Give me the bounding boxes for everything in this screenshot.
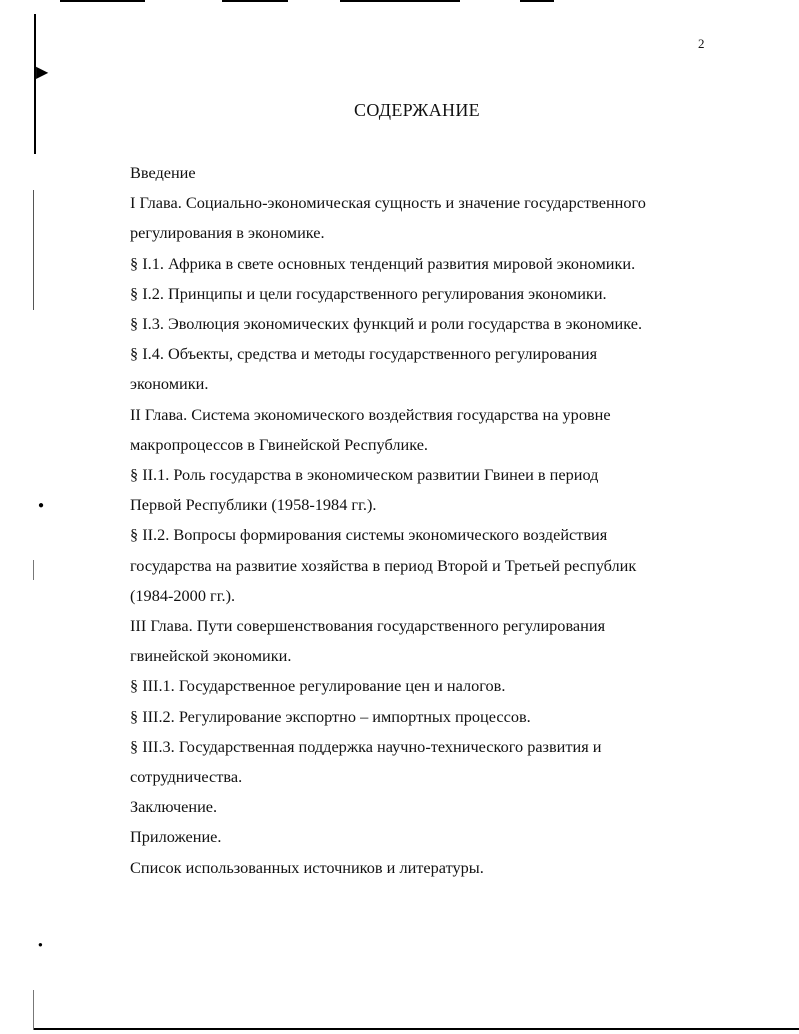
page-title: СОДЕРЖАНИЕ — [354, 100, 480, 120]
toc-line-section-3-3-cont: сотрудничества. — [130, 767, 243, 787]
toc-line-appendix: Приложение. — [130, 827, 222, 847]
toc-line-chapter-1: I Глава. Социально-экономическая сущность и значение государственного — [130, 193, 646, 213]
toc-line-section-1-4-cont: экономики. — [130, 374, 209, 394]
toc-line-conclusion: Заключение. — [130, 797, 218, 817]
toc-line-section-3-2: § III.2. Регулирование экспортно – импортных процессов. — [130, 706, 531, 726]
scan-left-border-4 — [33, 990, 34, 1030]
toc-line-section-2-2: § II.2. Вопросы формирования системы экономического воздействия — [130, 525, 608, 545]
scan-left-border-2 — [33, 190, 34, 310]
toc-line-references: Список использованных источников и литературы. — [130, 857, 484, 877]
toc-line-section-1-2: § I.2. Принципы и цели государственного регулирования экономики. — [130, 283, 607, 303]
binder-dot-mark: ● — [38, 500, 45, 511]
toc-line-introduction: Введение — [130, 163, 196, 182]
scan-top-border-2 — [222, 0, 288, 2]
toc-line-section-2-2-cont-2: (1984-2000 гг.). — [130, 585, 236, 605]
toc-line-chapter-2: II Глава. Система экономического воздействия государства на уровне — [130, 404, 611, 424]
page-number: 2 — [698, 36, 705, 51]
scan-bottom-border — [34, 1028, 799, 1030]
scan-top-border-1 — [60, 0, 145, 2]
toc-line-section-3-3: § III.3. Государственная поддержка научно-технического развития и — [130, 736, 602, 756]
toc-line-section-2-1: § II.1. Роль государства в экономическом развитии Гвинеи в период — [130, 465, 599, 485]
scan-left-border — [34, 14, 36, 154]
toc-line-chapter-3: III Глава. Пути совершенствования государственного регулирования — [130, 616, 606, 636]
scan-left-border-3 — [33, 560, 34, 580]
toc-line-chapter-1-cont: регулирования в экономике. — [130, 223, 325, 243]
scan-top-border-3 — [340, 0, 460, 2]
table-of-contents — [130, 158, 740, 883]
toc-line-chapter-3-cont: гвинейской экономики. — [130, 646, 292, 666]
scan-top-border-4 — [520, 0, 554, 2]
toc-line-section-1-1: § I.1. Африка в свете основных тенденций развития мировой экономики. — [130, 253, 636, 273]
binder-dot-mark-2: ● — [38, 940, 43, 949]
binder-arrow-mark: ▶ — [36, 64, 49, 81]
toc-line-section-1-3: § I.3. Эволюция экономических функций и роли государства в экономике. — [130, 314, 643, 334]
toc-line-section-1-4: § I.4. Объекты, средства и методы государственного регулирования — [130, 344, 598, 364]
toc-line-chapter-2-cont: макропроцессов в Гвинейской Республике. — [130, 434, 428, 454]
toc-line-section-2-2-cont: государства на развитие хозяйства в период Второй и Третьей республик — [130, 555, 637, 575]
toc-line-section-2-1-cont: Первой Республики (1958-1984 гг.). — [130, 495, 377, 515]
toc-line-section-3-1: § III.1. Государственное регулирование цен и налогов. — [130, 676, 506, 696]
